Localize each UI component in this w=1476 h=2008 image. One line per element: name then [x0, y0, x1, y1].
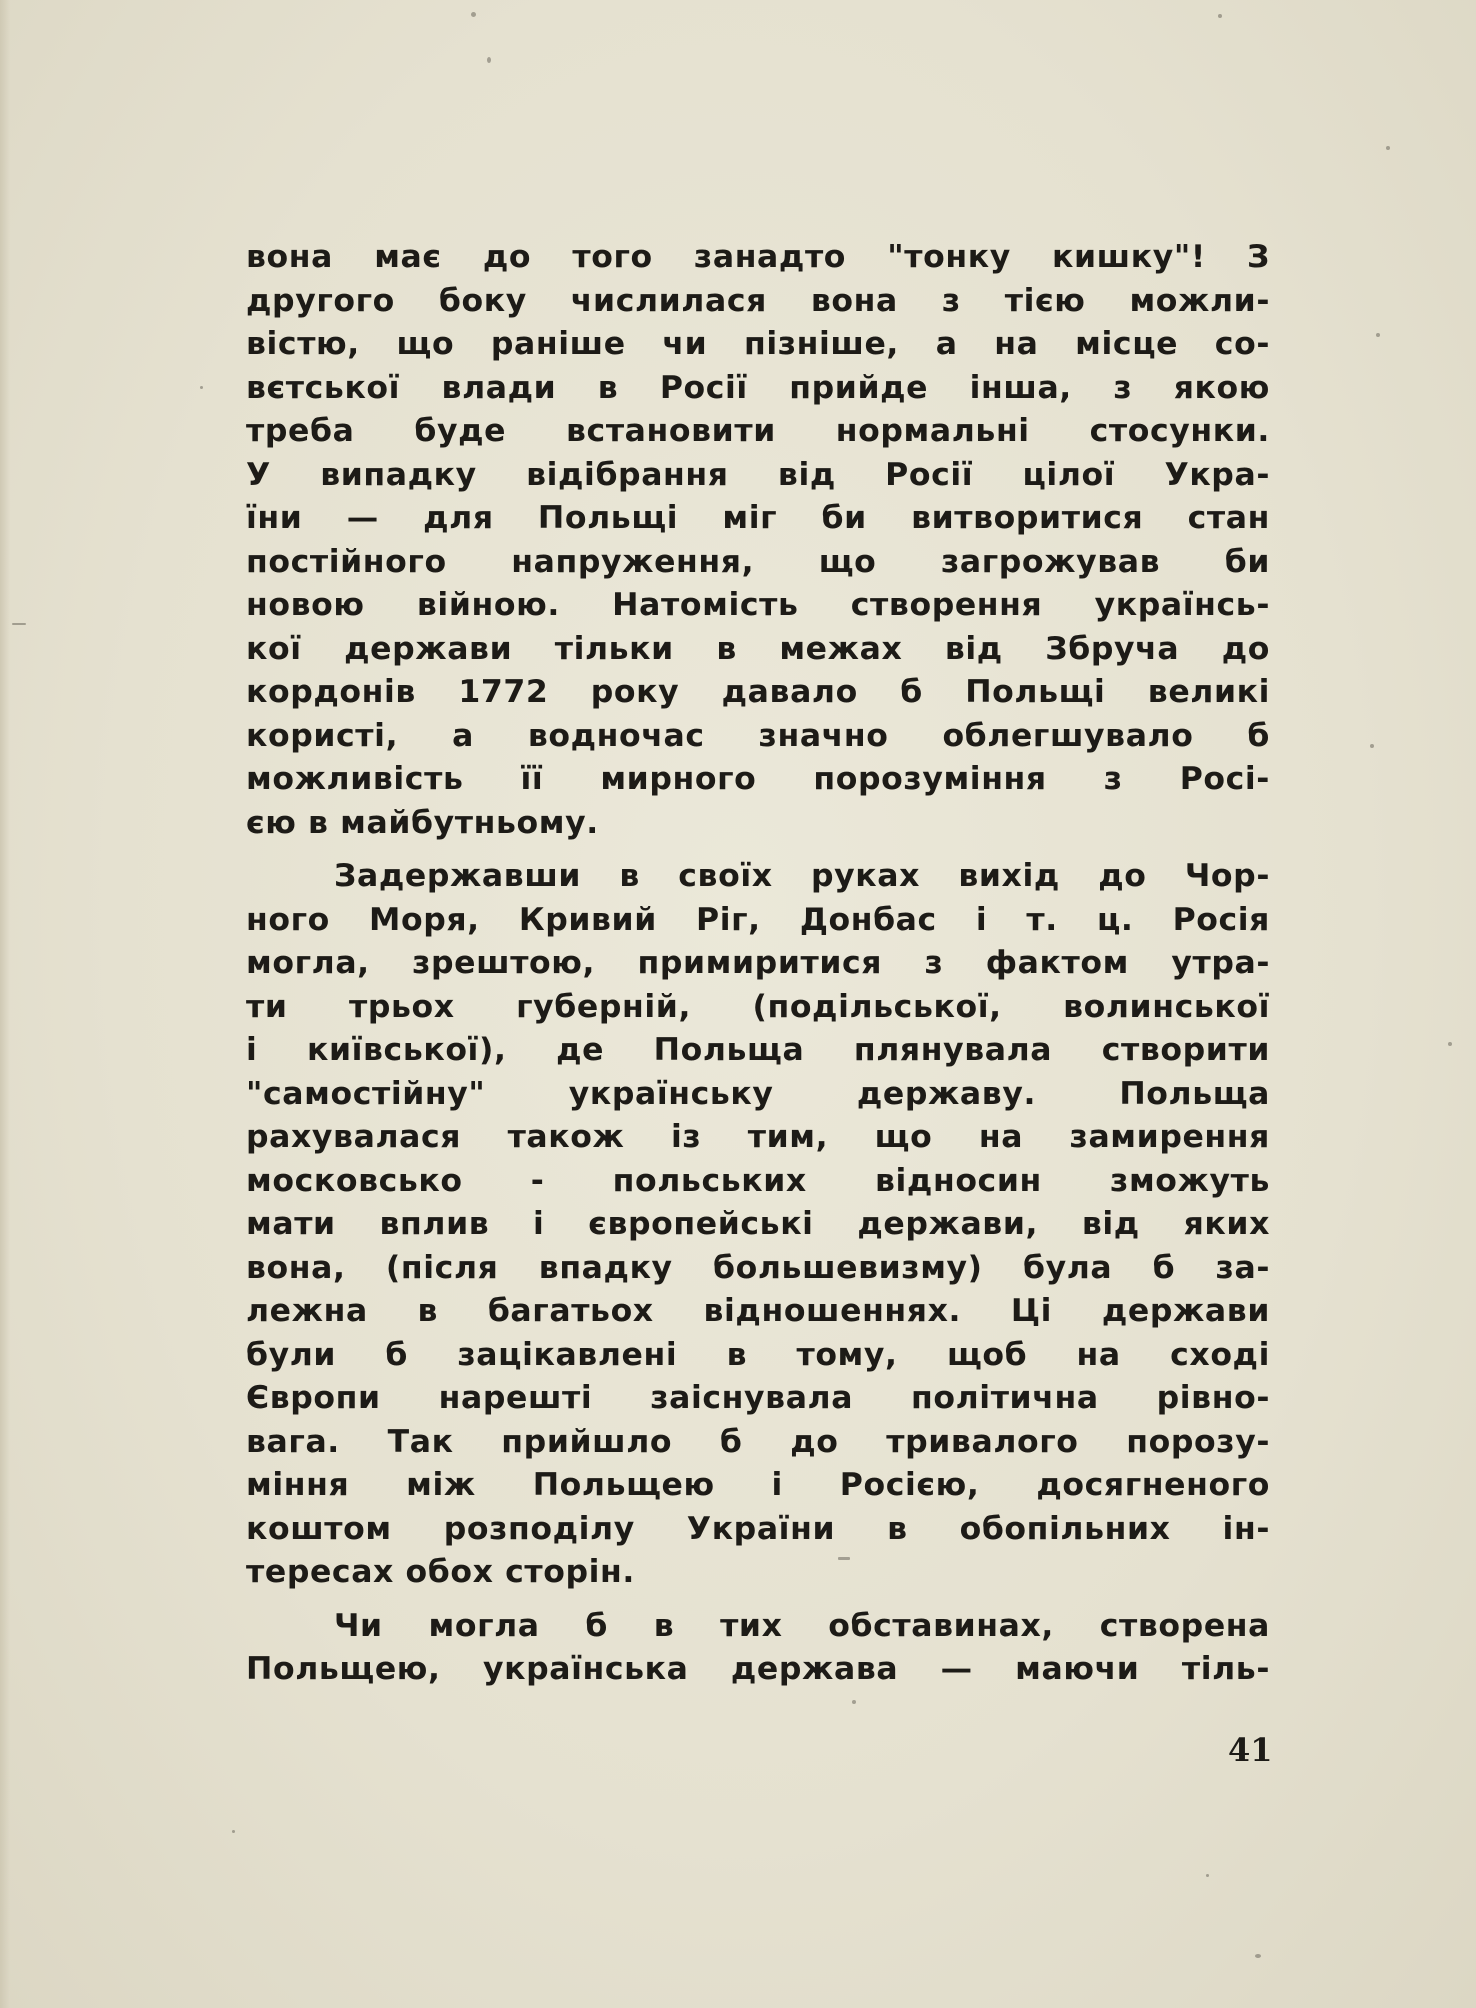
text-line: ного Моря, Кривий Ріг, Донбас і т. ц. Росія: [246, 901, 1270, 938]
text-line: можливість її мирного порозуміння з Росі-: [246, 761, 1270, 797]
text-line: вага. Так прийшло б до тривалого порозу-: [246, 1423, 1270, 1460]
paper-speck: [1206, 1874, 1209, 1877]
paper-speck: [200, 386, 203, 389]
paper-speck: [1448, 1042, 1452, 1046]
text-line: і київської), де Польща плянувала створити: [246, 1032, 1270, 1068]
paragraph-3: [246, 1605, 1270, 1692]
paper-speck: [852, 1700, 856, 1704]
text-line: рахувалася також із тим, що на замирення: [246, 1119, 1270, 1155]
text-line: Задержавши в своїх руках вихід до Чор-: [334, 858, 1270, 894]
paper-speck: [471, 12, 476, 17]
paper-speck: [1255, 1954, 1261, 1958]
text-line: коштом розподілу України в обопільних ін-: [246, 1510, 1270, 1547]
text-line: їни — для Польщі міг би витворитися стан: [246, 500, 1270, 536]
paragraph-1: [246, 236, 1270, 845]
paper-speck: [12, 623, 26, 625]
paper-speck: [838, 1557, 850, 1560]
text-line: Європи нарешті заіснувала політична рівно-: [246, 1380, 1270, 1416]
paper-speck: [1386, 146, 1390, 150]
paper-speck: [1218, 14, 1222, 18]
paper-speck: [232, 1830, 235, 1833]
text-line: тересах обох сторін.: [246, 1554, 635, 1590]
paper-speck: [487, 57, 491, 63]
text-line: Чи могла б в тих обставинах, створена: [334, 1607, 1270, 1644]
page-edge-shadow: [0, 0, 10, 2008]
text-line: кордонів 1772 року давало б Польщі великі: [246, 674, 1270, 710]
text-line: кої держави тільки в межах від Збруча до: [246, 630, 1270, 667]
text-line: могла, зрештою, примиритися з фактом утра-: [246, 945, 1270, 981]
text-line: лежна в багатьох відношеннях. Ці держави: [246, 1293, 1270, 1329]
text-line: були б зацікавлені в тому, щоб на сході: [246, 1336, 1270, 1373]
text-line: користі, а водночас значно облегшувало б: [246, 717, 1270, 754]
text-line: міння між Польщею і Росією, досягненого: [246, 1467, 1270, 1503]
text-line: вістю, що раніше чи пізніше, а на місце со-: [246, 326, 1270, 362]
body-text: [246, 236, 1270, 1692]
paper-speck: [1376, 333, 1380, 337]
text-line: мати вплив і європейські держави, від яких: [246, 1206, 1270, 1242]
text-line: У випадку відібрання від Росії цілої Укра-: [246, 456, 1270, 493]
text-line: вона має до того занадто "тонку кишку"! З: [246, 239, 1270, 275]
text-line: єю в майбутньому.: [246, 804, 599, 841]
page-number: 41: [1228, 1731, 1273, 1769]
paragraph-2: [246, 855, 1270, 1595]
text-line: "самостійну" українську державу. Польща: [246, 1075, 1270, 1112]
text-line: треба буде встановити нормальні стосунки.: [246, 413, 1270, 449]
text-line: вона, (після впадку большевизму) була б за-: [246, 1249, 1270, 1286]
text-line: постійного напруження, що загрожував би: [246, 543, 1270, 580]
text-line: московсько - польських відносин зможуть: [246, 1162, 1270, 1199]
text-line: другого боку числилася вона з тією можли-: [246, 282, 1270, 319]
paper-speck: [1370, 744, 1374, 748]
text-line: ти трьох губерній, (подільської, волинської: [246, 988, 1270, 1025]
text-line: новою війною. Натомість створення українсь-: [246, 587, 1270, 623]
text-line: Польщею, українська держава — маючи тіль-: [246, 1651, 1270, 1687]
text-line: вєтської влади в Росії прийде інша, з якою: [246, 369, 1270, 406]
